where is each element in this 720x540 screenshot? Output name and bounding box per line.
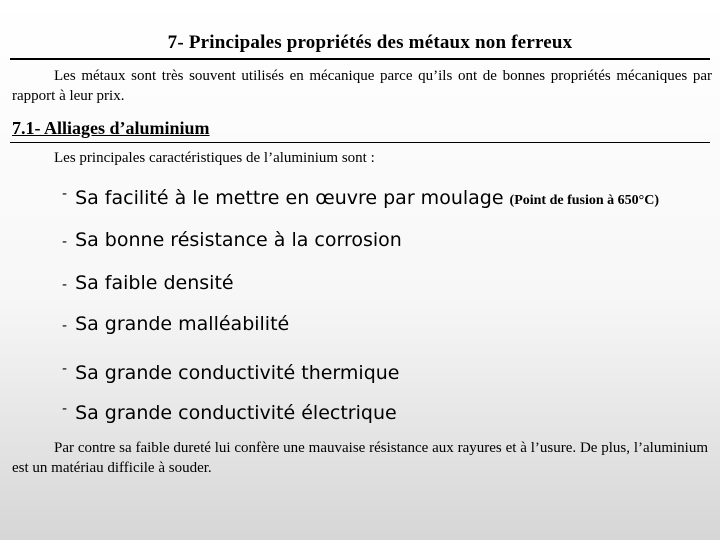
list-dash: - <box>62 277 68 293</box>
list-dash: - <box>62 186 68 202</box>
property-text: Sa grande conductivité thermique <box>75 362 400 384</box>
property-item-corrosion <box>62 229 402 251</box>
intro-paragraph: Les métaux sont très souvent utilisés en mécanique parce qu’ils ont de bonnes propriétés mécaniques par rapport à leur prix. <box>12 68 712 104</box>
property-text: Sa bonne résistance à la corrosion <box>75 229 402 251</box>
list-dash: - <box>62 361 68 377</box>
section-divider <box>10 142 710 143</box>
closing-paragraph: Par contre sa faible dureté lui confère une mauvaise résistance aux rayures et à l’usure. De plus, l’aluminium est un matériau difficile à souder. <box>12 440 708 476</box>
list-dash: - <box>62 401 68 417</box>
page-title: 7- Principales propriétés des métaux non ferreux <box>167 32 573 53</box>
property-text: Sa grande conductivité électrique <box>75 402 397 424</box>
property-text: Sa facilité à le mettre en œuvre par moulage <box>75 187 504 209</box>
property-item-malleability <box>62 313 289 335</box>
list-dash: - <box>62 234 68 250</box>
property-item-electrical-conductivity <box>62 402 397 424</box>
property-item-thermal-conductivity <box>62 362 399 384</box>
section-lead-text: Les principales caractéristiques de l’aluminium sont : <box>54 150 375 166</box>
section-heading: 7.1- Alliages d’aluminium <box>12 118 210 138</box>
property-text: Sa grande malléabilité <box>75 313 290 335</box>
melting-point-note: (Point de fusion à 650°C) <box>509 193 660 208</box>
property-text: Sa faible densité <box>75 272 234 294</box>
property-item-casting <box>62 187 659 209</box>
property-item-density <box>62 272 234 294</box>
title-divider <box>10 58 710 60</box>
list-dash: - <box>62 318 68 334</box>
